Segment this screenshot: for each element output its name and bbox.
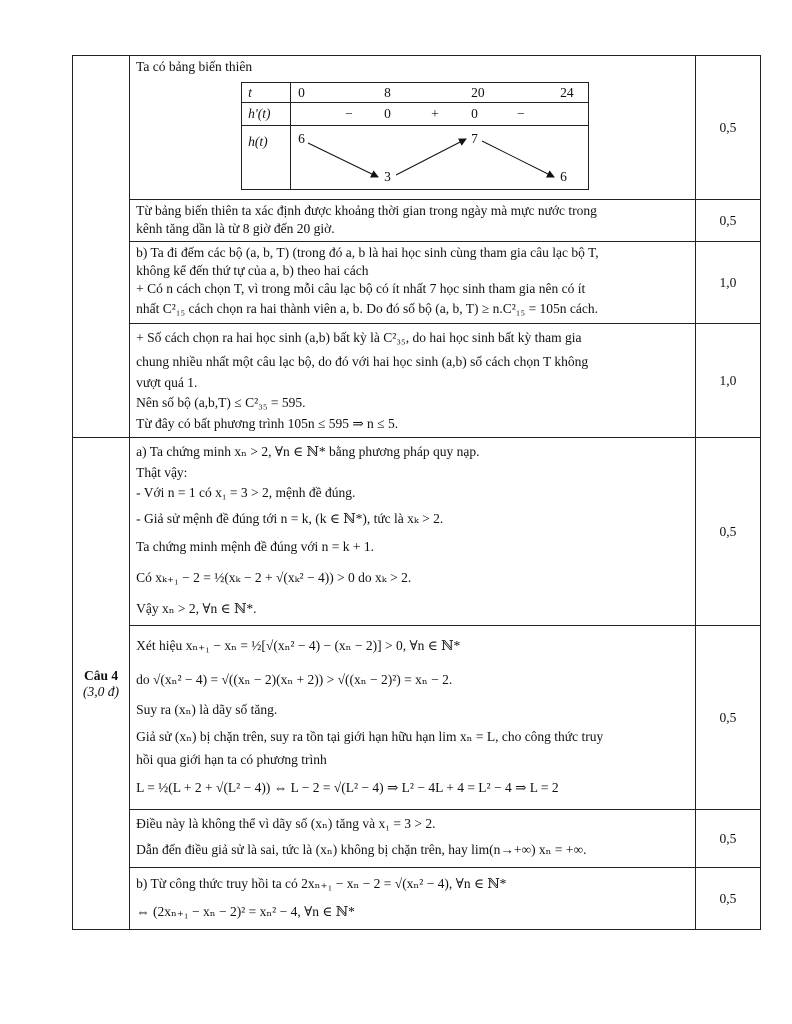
row-cau4-part-a: [73, 438, 761, 626]
score-cell: 0,5: [695, 626, 760, 810]
hprime-label: h'(t): [248, 106, 271, 121]
text-line: + Số cách chọn ra hai học sinh (a,b) bất kỳ là C²₃₅, do hai học sinh bất kỳ tham gia: [136, 330, 582, 345]
text-line: Suy ra (xₙ) là dãy số tăng.: [136, 702, 278, 717]
sign-value: +: [431, 106, 439, 121]
h-value: 6: [298, 131, 305, 146]
row-variation-table: [73, 56, 761, 200]
score-cell: 0,5: [695, 56, 760, 200]
content-cell: [130, 56, 696, 200]
t-value: 0: [298, 85, 305, 100]
text-line: không kể đến thứ tự của a, b) theo hai cách: [136, 263, 369, 278]
text-line: Từ đây có bất phương trình 105n ≤ 595 ⇒ n ≤ 5.: [136, 416, 399, 431]
text-line: Điều này là không thể vì dãy số (xₙ) tăng và x₁ = 3 > 2.: [136, 816, 436, 831]
sign-value: −: [517, 106, 525, 121]
h-label: h(t): [248, 134, 268, 149]
row-cau4-part-b: [73, 868, 761, 930]
text-line: Nên số bộ (a,b,T) ≤ C²₃₅ = 595.: [136, 395, 306, 410]
score-cell: 0,5: [695, 438, 760, 626]
variation-arrows: [242, 83, 588, 189]
text-line: - Với n = 1 có x₁ = 3 > 2, mệnh đề đúng.: [136, 485, 356, 500]
increase-arrow: [396, 139, 466, 175]
text-line: ⇔ (2xₙ₊₁ − xₙ − 2)² = xₙ² − 4, ∀n ∈ ℕ*: [136, 904, 355, 919]
row-conclusion-a: [73, 200, 761, 242]
t-label: t: [248, 85, 252, 100]
text-line: chung nhiều nhất một câu lạc bộ, do đó với hai học sinh (a,b) số cách chọn T không: [136, 354, 589, 369]
score-cell: 0,5: [695, 200, 760, 242]
text-line: kênh tăng dần là từ 8 giờ đến 20 giờ.: [136, 221, 335, 236]
row-part-b-bound: [73, 324, 761, 438]
text-line: b) Từ công thức truy hồi ta có 2xₙ₊₁ − xₙ − 2 = √(xₙ² − 4), ∀n ∈ ℕ*: [136, 876, 507, 891]
row-part-b-count: [73, 242, 761, 324]
row-cau4-limit: [73, 810, 761, 868]
t-value: 20: [471, 85, 485, 100]
text-line: Có xₖ₊₁ − 2 = ½(xₖ − 2 + √(xₖ² − 4)) > 0 do xₖ > 2.: [136, 570, 412, 585]
score-cell: 0,5: [695, 810, 760, 868]
content-cell: [130, 242, 696, 324]
content-cell: [130, 324, 696, 438]
question-points: (3,0 đ): [83, 683, 120, 699]
text-line: + Có n cách chọn T, vì trong mỗi câu lạc bộ có ít nhất 7 học sinh tham gia nên có ít: [136, 281, 586, 296]
decrease-arrow: [308, 143, 378, 177]
text-line: a) Ta chứng minh xₙ > 2, ∀n ∈ ℕ* bằng phương pháp quy nạp.: [136, 444, 480, 459]
text-line: Vậy xₙ > 2, ∀n ∈ ℕ*.: [136, 601, 257, 616]
text-line: Giả sử (xₙ) bị chặn trên, suy ra tồn tại giới hạn hữu hạn lim xₙ = L, cho công thức truy: [136, 729, 604, 744]
h-value: 3: [384, 169, 391, 184]
text-line: Xét hiệu xₙ₊₁ − xₙ = ½[√(xₙ² − 4) − (xₙ − 2)] > 0, ∀n ∈ ℕ*: [136, 638, 461, 653]
score-cell: 1,0: [695, 324, 760, 438]
sign-value: 0: [384, 106, 391, 121]
variation-table: [241, 82, 589, 190]
t-value: 24: [560, 85, 574, 100]
text-line: Từ bảng biến thiên ta xác định được khoảng thời gian trong ngày mà mực nước trong: [136, 203, 597, 218]
text-line: nhất C²₁₅ cách chọn ra hai thành viên a, b. Do đó số bộ (a, b, T) ≥ n.C²₁₅ = 105n cách.: [136, 301, 599, 316]
question-cell-empty: [73, 56, 130, 438]
content-cell: [130, 868, 696, 930]
content-cell: [130, 200, 696, 242]
h-value: 6: [560, 169, 567, 184]
text-line: do √(xₙ² − 4) = √((xₙ − 2)(xₙ + 2)) > √((xₙ − 2)²) = xₙ − 2.: [136, 672, 453, 687]
sign-value: −: [345, 106, 353, 121]
content-cell: [130, 626, 696, 810]
text-line: hồi qua giới hạn ta có phương trình: [136, 752, 327, 767]
content-cell: [130, 438, 696, 626]
question-title: Câu 4: [83, 667, 119, 683]
text-line: b) Ta đi đếm các bộ (a, b, T) (trong đó a, b là hai học sinh cùng tham gia câu lạc bộ T,: [136, 245, 599, 260]
content-cell: [130, 810, 696, 868]
text-line: Ta chứng minh mệnh đề đúng với n = k + 1.: [136, 539, 375, 554]
question-label-cell: [73, 438, 130, 930]
h-value: 7: [471, 131, 478, 146]
t-value: 8: [384, 85, 391, 100]
decrease-arrow: [482, 141, 554, 177]
text-line: Dẫn đến điều giả sử là sai, tức là (xₙ) không bị chặn trên, hay lim(n→+∞) xₙ = +∞.: [136, 842, 587, 857]
row-cau4-increasing: [73, 626, 761, 810]
sign-value: 0: [471, 106, 478, 121]
text-line: L = ½(L + 2 + √(L² − 4)) ⇔ L − 2 = √(L² − 4) ⇒ L² − 4L + 4 = L² − 4 ⇒ L = 2: [136, 780, 559, 795]
score-cell: 0,5: [695, 868, 760, 930]
text-line: Thật vậy:: [136, 465, 188, 480]
solution-table: [72, 55, 761, 930]
text-line: vượt quá 1.: [136, 375, 198, 390]
text-line: - Giả sử mệnh đề đúng tới n = k, (k ∈ ℕ*), tức là xₖ > 2.: [136, 511, 444, 526]
score-cell: 1,0: [695, 242, 760, 324]
variation-intro: Ta có bảng biến thiên: [136, 59, 253, 74]
